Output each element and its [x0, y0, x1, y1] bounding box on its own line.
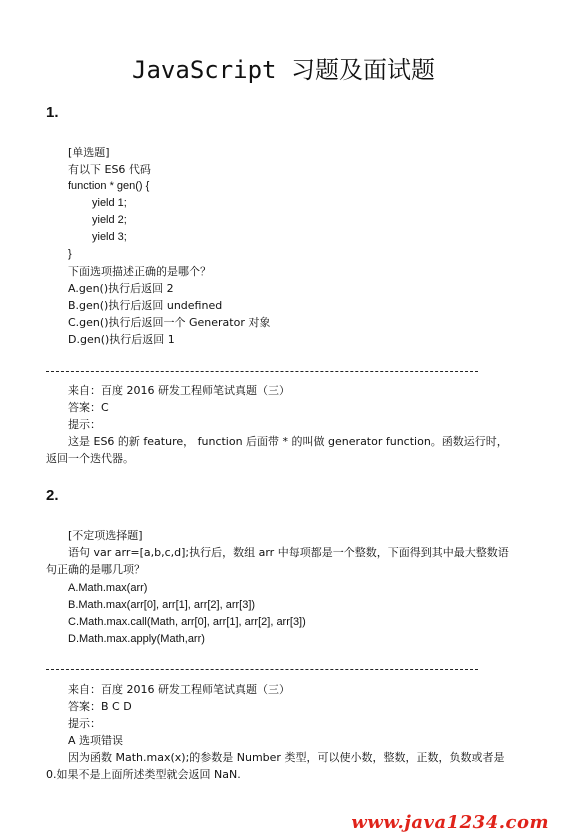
q1-type: [单选题]	[68, 146, 110, 159]
document-title: JavaScript 习题及面试题	[132, 56, 435, 84]
q2-hint-text: A 选项错误	[68, 734, 124, 747]
q1-option-a: A.gen()执行后返回 2	[68, 282, 174, 295]
q1-hint-text: 返回一个迭代器。	[46, 452, 134, 465]
q2-option-c: C.Math.max.call(Math, arr[0], arr[1], arr[2], arr[3])	[68, 616, 306, 628]
separator-line	[46, 669, 478, 670]
q2-option-b: B.Math.max(arr[0], arr[1], arr[2], arr[3])	[68, 599, 256, 611]
q2-source: 来自：百度 2016 研发工程师笔试真题（三）	[68, 683, 290, 696]
q1-hint-text: 这是 ES6 的新 feature， function 后面带 * 的叫做 generator function。函数运行时，	[68, 435, 508, 448]
q2-type: [不定项选择题]	[68, 529, 143, 542]
q1-code-line: }	[68, 248, 72, 260]
q1-code-line: yield 3;	[92, 231, 127, 243]
separator-line	[46, 371, 478, 372]
q1-code-line: function * gen() {	[68, 180, 150, 192]
q1-source: 来自：百度 2016 研发工程师笔试真题（三）	[68, 384, 290, 397]
watermark: www.java1234.com	[351, 812, 549, 833]
q2-answer: 答案：B C D	[68, 700, 132, 713]
q1-option-d: D.gen()执行后返回 1	[68, 333, 175, 346]
q1-code-line: yield 1;	[92, 197, 127, 209]
q1-answer: 答案：C	[68, 401, 109, 414]
q1-code-line: yield 2;	[92, 214, 127, 226]
q1-question: 下面选项描述正确的是哪个？	[68, 265, 211, 278]
question-1-number: 1.	[46, 104, 59, 121]
q2-stem: 语句 var arr=[a,b,c,d];执行后，数组 arr 中每项都是一个整数，下面得到其中最大整数语	[68, 546, 509, 559]
q1-option-b: B.gen()执行后返回 undefined	[68, 299, 223, 312]
q2-stem: 句正确的是哪几项？	[46, 563, 145, 576]
q1-hint-label: 提示：	[68, 418, 101, 431]
question-2-number: 2.	[46, 487, 59, 504]
q2-option-a: A.Math.max(arr)	[68, 582, 148, 594]
q1-intro: 有以下 ES6 代码	[68, 163, 151, 176]
q1-option-c: C.gen()执行后返回一个 Generator 对象	[68, 316, 271, 329]
q2-hint-text: 0.如果不是上面所述类型就会返回 NaN.	[46, 768, 241, 781]
q2-option-d: D.Math.max.apply(Math,arr)	[68, 633, 205, 645]
q2-hint-label: 提示：	[68, 717, 101, 730]
q2-hint-text: 因为函数 Math.max(x);的参数是 Number 类型，可以使小数，整数，正数，负数或者是	[68, 751, 505, 764]
